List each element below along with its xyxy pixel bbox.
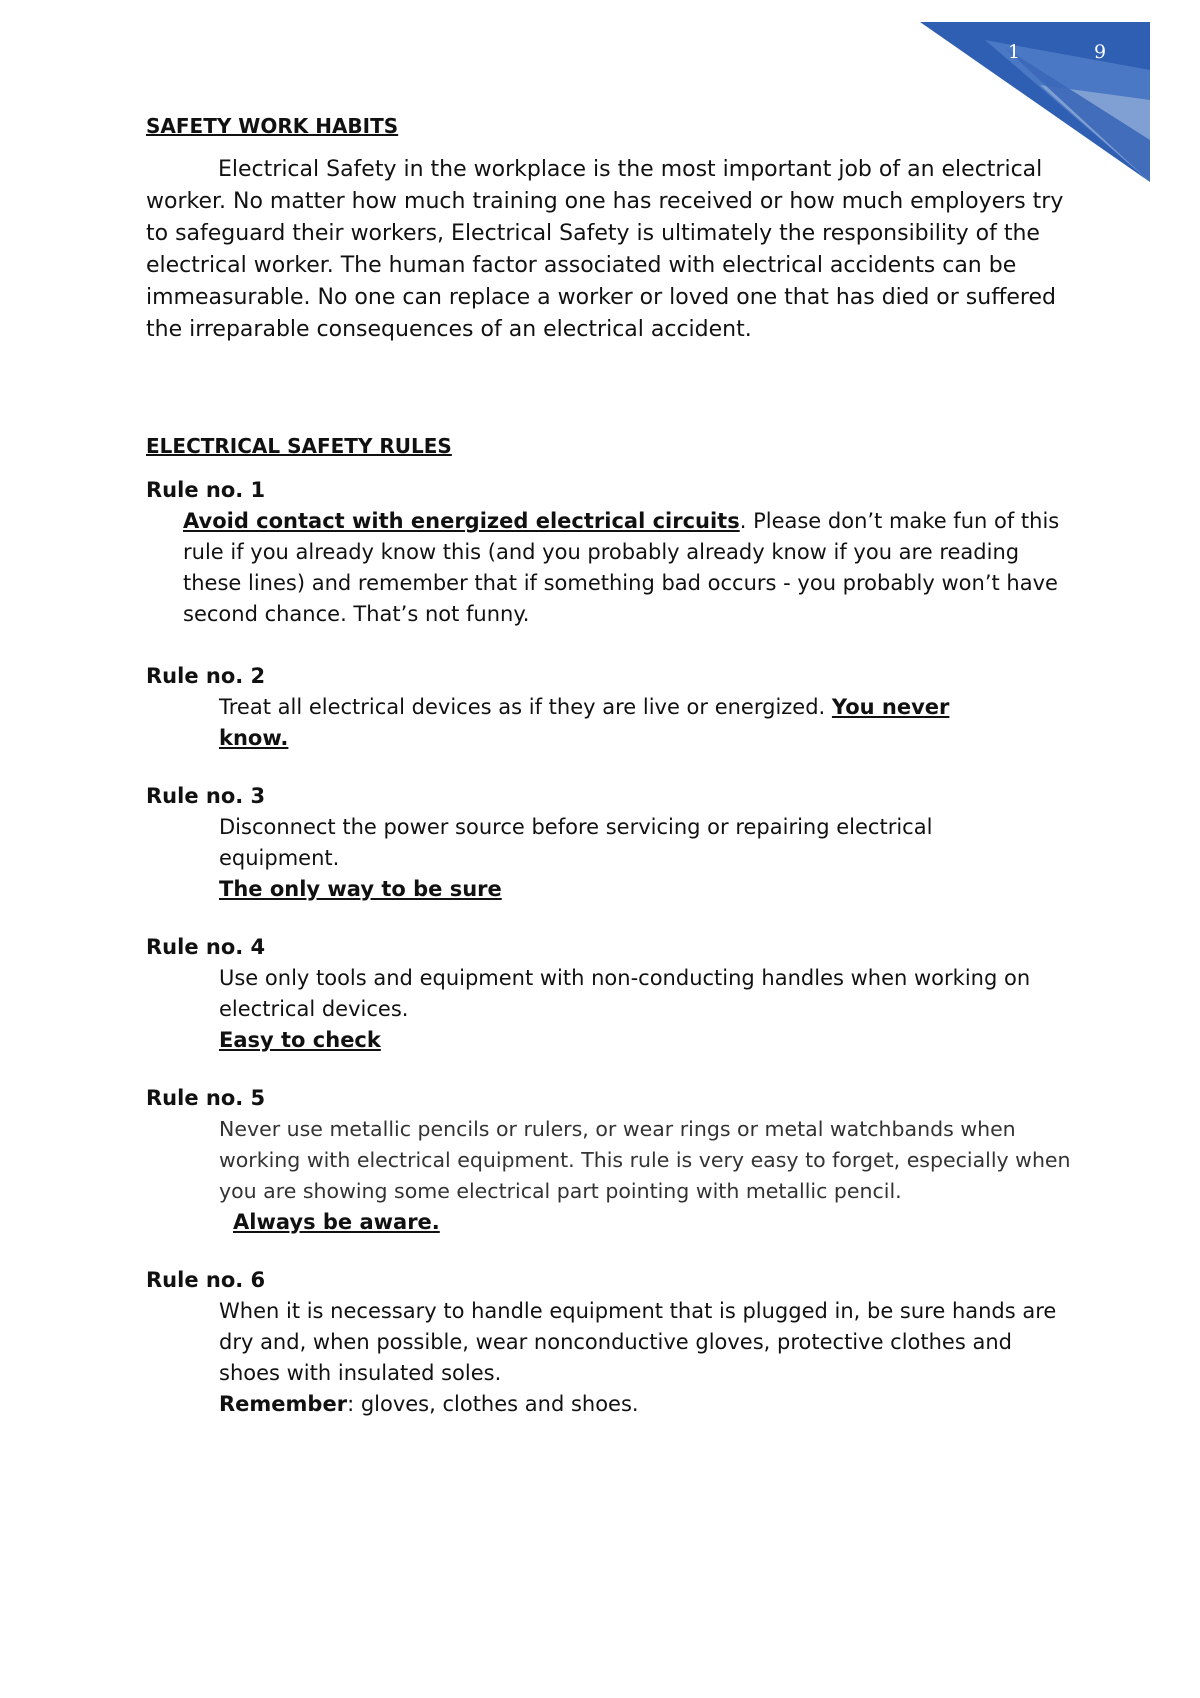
rule-3 bbox=[146, 780, 1076, 905]
rule-5-title: Rule no. 5 bbox=[146, 1086, 266, 1110]
rule-2-text: Treat all electrical devices as if they are live or energized. bbox=[219, 695, 832, 719]
rule-6 bbox=[146, 1264, 1076, 1420]
rule-1-emphasis: Avoid contact with energized electrical circuits bbox=[183, 509, 740, 533]
rule-6-remember-label: Remember bbox=[219, 1392, 348, 1416]
page-number-left: 1 bbox=[1008, 41, 1021, 63]
rule-1-text: . Please don’t make fun of this rule if you already know this (and you probably already know if you are reading these lines) and remember that if something bad occurs - you probably won’t have second chance. That’s not funny. bbox=[183, 509, 1060, 626]
safety-work-habits-heading: SAFETY WORK HABITS bbox=[146, 114, 399, 138]
rule-2 bbox=[146, 660, 1076, 754]
document-body bbox=[146, 112, 1076, 1420]
rule-5 bbox=[146, 1082, 1076, 1238]
rule-3-text: Disconnect the power source before servicing or repairing electrical equipment. bbox=[219, 815, 933, 870]
rule-3-emphasis: The only way to be sure bbox=[219, 877, 502, 901]
rule-1-title: Rule no. 1 bbox=[146, 478, 266, 502]
rule-2-title: Rule no. 2 bbox=[146, 664, 266, 688]
rule-1-body bbox=[146, 506, 1076, 630]
electrical-safety-rules-heading: ELECTRICAL SAFETY RULES bbox=[146, 434, 452, 458]
rule-6-remember-text: : gloves, clothes and shoes. bbox=[347, 1392, 639, 1416]
page-number-right: 9 bbox=[1094, 41, 1107, 63]
rule-5-text: Never use metallic pencils or rulers, or wear rings or metal watchbands when working with electrical equipment. This rule is very easy to forget, especially when you are showing some electrical part pointing with metallic pencil. bbox=[219, 1117, 1071, 1203]
rule-2-body bbox=[146, 692, 1076, 754]
rule-4-emphasis: Easy to check bbox=[219, 1028, 381, 1052]
rule-5-emphasis: Always be aware. bbox=[233, 1210, 440, 1234]
safety-work-habits-paragraph: Electrical Safety in the workplace is the most important job of an electrical worker. No matter how much training one has received or how much employers try to safeguard their workers, Electrical Safety is ultimately the responsibility of the electrical worker. The human factor associated with electrical accidents can be immeasurable. No one can replace a worker or loved one that has died or suffered the irreparable consequences of an electrical accident. bbox=[146, 157, 1064, 342]
rule-4-text: Use only tools and equipment with non-conducting handles when working on electrical devices. bbox=[219, 966, 1031, 1021]
rule-1 bbox=[146, 474, 1076, 630]
rule-6-title: Rule no. 6 bbox=[146, 1268, 266, 1292]
rule-6-remember bbox=[146, 1389, 1076, 1420]
rule-4 bbox=[146, 931, 1076, 1056]
rule-6-text: When it is necessary to handle equipment that is plugged in, be sure hands are dry and, when possible, wear nonconductive gloves, protective clothes and shoes with insulated soles. bbox=[219, 1299, 1057, 1385]
rule-4-title: Rule no. 4 bbox=[146, 935, 266, 959]
rule-2-emphasis: You never know. bbox=[219, 695, 950, 750]
rule-3-title: Rule no. 3 bbox=[146, 784, 266, 808]
